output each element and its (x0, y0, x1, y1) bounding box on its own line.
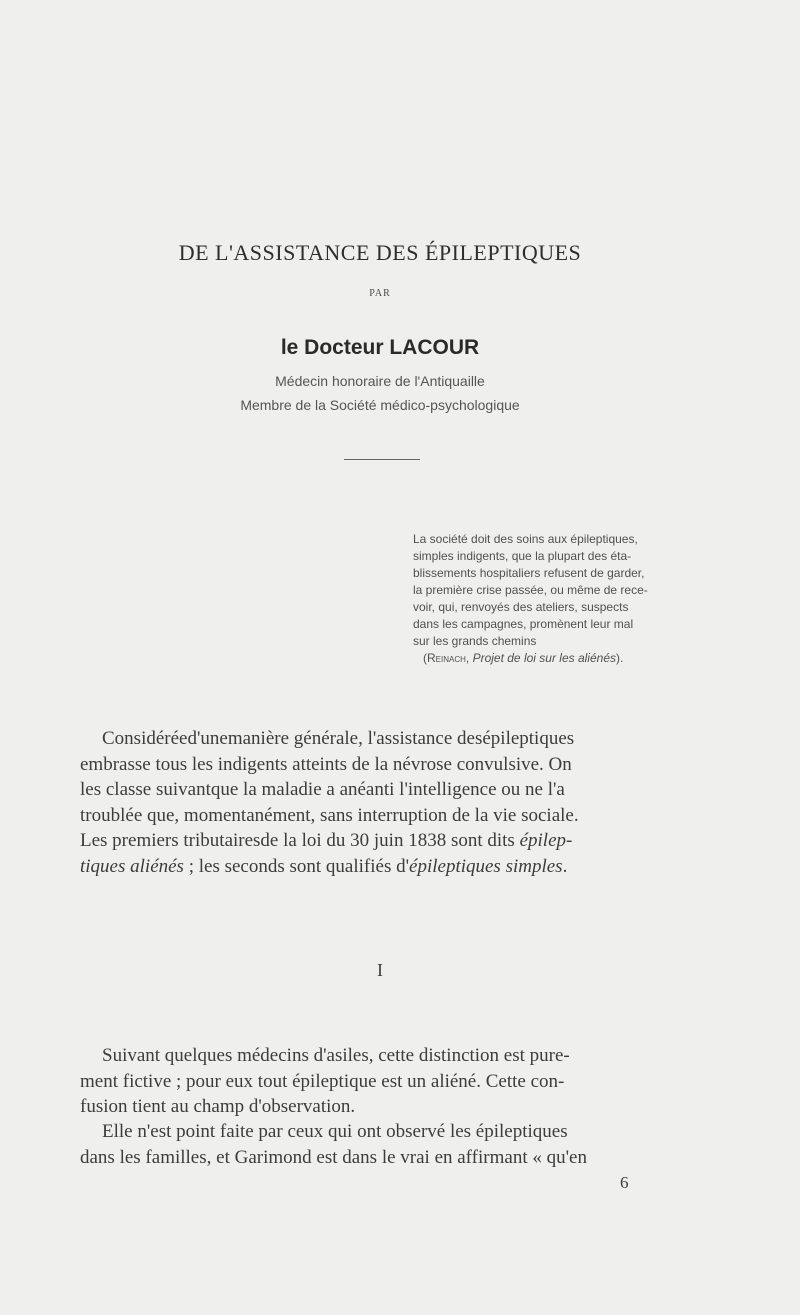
text-line: Considéréed'unemanière générale, l'assistance desépileptiques (102, 728, 575, 749)
text-line (80, 854, 720, 880)
epigraph-line: dans les campagnes, promènent leur mal (413, 617, 634, 631)
author-affiliation-1: Médecin honoraire de l'Antiquaille (275, 373, 485, 389)
text-fragment: Les premiers tributairesde la loi du 30 juin 1838 sont dits (80, 830, 520, 851)
text-line: Elle n'est point faite par ceux qui ont observé les épileptiques (102, 1121, 568, 1142)
text-line: embrasse tous les indigents atteints de la névrose convulsive. On (80, 753, 572, 775)
by-line: PAR (369, 288, 391, 299)
intro-paragraph (80, 726, 720, 879)
epigraph-line: La société doit des soins aux épileptiques, (413, 532, 638, 546)
separator-rule (344, 459, 420, 460)
source-close: ). (616, 651, 624, 665)
epigraph-source (423, 650, 703, 667)
section-numeral: I (377, 960, 383, 980)
italic-term: épileptiques simples (409, 855, 563, 877)
author-affiliation-2: Membre de la Société médico-psychologique (240, 397, 520, 413)
epigraph-line: la première crise passée, ou même de rece- (413, 583, 648, 597)
epigraph-line: blissements hospitaliers refusent de garder, (413, 566, 645, 580)
epigraph-line: voir, qui, renvoyés des ateliers, suspects (413, 600, 629, 614)
text-fragment: . (562, 855, 568, 877)
source-separator: , (465, 651, 473, 665)
author-name: le Docteur LACOUR (280, 336, 480, 359)
text-line (80, 828, 720, 854)
italic-term: épilep- (519, 830, 573, 851)
body-paragraph-1 (80, 1043, 720, 1120)
italic-term: tiques aliénés (80, 855, 184, 877)
page-number: 6 (620, 1173, 629, 1192)
text-line: fusion tient au champ d'observation. (80, 1096, 356, 1117)
text-line: les classe suivantque la maladie a anéanti l'intelligence ou ne l'a (80, 779, 565, 800)
source-author: Reinach (427, 651, 466, 665)
text-line: Suivant quelques médecins d'asiles, cette distinction est pure- (102, 1045, 570, 1066)
text-line: ment fictive ; pour eux tout épileptique est un aliéné. Cette con- (80, 1070, 565, 1092)
body-paragraph-2 (80, 1119, 720, 1170)
epigraph-line: sur les grands chemins (413, 634, 537, 648)
epigraph-line: simples indigents, que la plupart des éta- (413, 549, 632, 563)
source-work: Projet de loi sur les aliénés (472, 651, 616, 665)
text-fragment: ; les seconds sont qualifiés d' (183, 855, 410, 877)
article-title: DE L'ASSISTANCE DES ÉPILEPTIQUES (178, 240, 582, 265)
epigraph (413, 531, 703, 667)
text-line: troublée que, momentanément, sans interruption de la vie sociale. (80, 804, 579, 826)
text-line: dans les familles, et Garimond est dans le vrai en affirmant « qu'en (80, 1146, 587, 1168)
source-paren: ( (423, 651, 427, 665)
